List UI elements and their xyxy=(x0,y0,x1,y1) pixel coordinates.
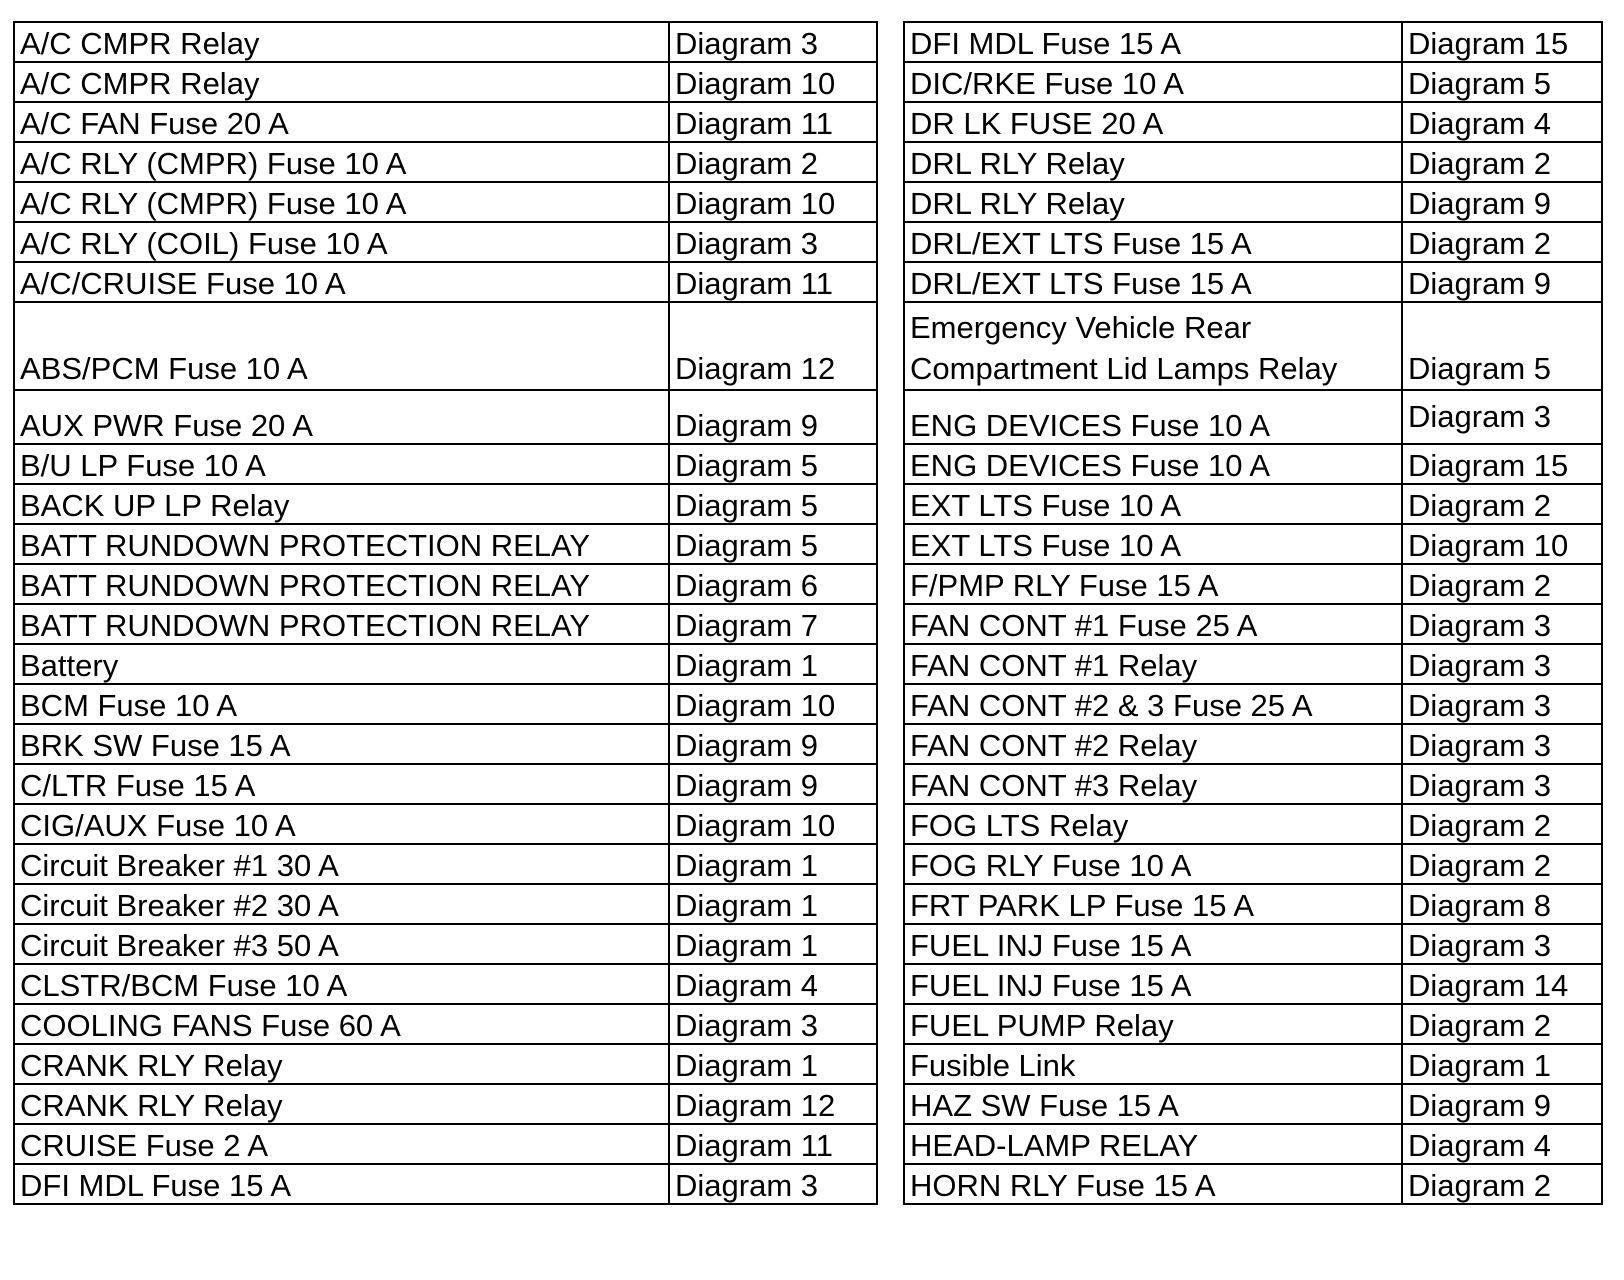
right-diagram-ref: Diagram 3 xyxy=(1402,724,1602,764)
right-diagram-ref: Diagram 15 xyxy=(1402,444,1602,484)
right-diagram-ref: Diagram 2 xyxy=(1402,484,1602,524)
right-component-name: Fusible Link xyxy=(904,1044,1402,1084)
left-component-name: BACK UP LP Relay xyxy=(14,484,669,524)
table-row xyxy=(14,142,1602,182)
left-component-name: A/C RLY (COIL) Fuse 10 A xyxy=(14,222,669,262)
left-component-name: B/U LP Fuse 10 A xyxy=(14,444,669,484)
table-row xyxy=(14,964,1602,1004)
right-component-name: DRL RLY Relay xyxy=(904,182,1402,222)
right-diagram-ref: Diagram 2 xyxy=(1402,844,1602,884)
right-diagram-ref: Diagram 1 xyxy=(1402,1044,1602,1084)
column-gap xyxy=(877,804,904,844)
column-gap xyxy=(877,102,904,142)
right-diagram-ref: Diagram 9 xyxy=(1402,262,1602,302)
column-gap xyxy=(877,1124,904,1164)
right-diagram-ref: Diagram 3 xyxy=(1402,390,1602,444)
right-diagram-ref: Diagram 2 xyxy=(1402,222,1602,262)
right-component-name: EXT LTS Fuse 10 A xyxy=(904,484,1402,524)
table-row xyxy=(14,102,1602,142)
left-component-name: Circuit Breaker #3 50 A xyxy=(14,924,669,964)
table-row xyxy=(14,844,1602,884)
right-component-name: ENG DEVICES Fuse 10 A xyxy=(904,444,1402,484)
right-diagram-ref: Diagram 9 xyxy=(1402,1084,1602,1124)
table-row xyxy=(14,22,1602,62)
left-diagram-ref: Diagram 4 xyxy=(669,964,877,1004)
table-row xyxy=(14,484,1602,524)
column-gap xyxy=(877,62,904,102)
column-gap xyxy=(877,484,904,524)
left-diagram-ref: Diagram 10 xyxy=(669,684,877,724)
left-diagram-ref: Diagram 5 xyxy=(669,524,877,564)
right-diagram-ref: Diagram 2 xyxy=(1402,1004,1602,1044)
table-row xyxy=(14,62,1602,102)
right-component-name: FUEL INJ Fuse 15 A xyxy=(904,924,1402,964)
table-row xyxy=(14,724,1602,764)
right-component-name xyxy=(904,302,1402,390)
left-diagram-ref: Diagram 10 xyxy=(669,804,877,844)
left-diagram-ref: Diagram 3 xyxy=(669,22,877,62)
left-diagram-ref: Diagram 9 xyxy=(669,724,877,764)
left-component-name: Circuit Breaker #1 30 A xyxy=(14,844,669,884)
table-row xyxy=(14,1164,1602,1204)
table-row xyxy=(14,1124,1602,1164)
left-component-name: A/C RLY (CMPR) Fuse 10 A xyxy=(14,182,669,222)
left-diagram-ref: Diagram 1 xyxy=(669,1044,877,1084)
right-component-name: DR LK FUSE 20 A xyxy=(904,102,1402,142)
left-diagram-ref: Diagram 5 xyxy=(669,444,877,484)
column-gap xyxy=(877,182,904,222)
column-gap xyxy=(877,302,904,390)
component-diagram-index-table xyxy=(13,21,1603,1205)
right-diagram-ref: Diagram 4 xyxy=(1402,1124,1602,1164)
right-component-name: FRT PARK LP Fuse 15 A xyxy=(904,884,1402,924)
right-component-name: ENG DEVICES Fuse 10 A xyxy=(904,390,1402,444)
left-diagram-ref: Diagram 7 xyxy=(669,604,877,644)
right-component-name: FAN CONT #2 & 3 Fuse 25 A xyxy=(904,684,1402,724)
column-gap xyxy=(877,444,904,484)
left-component-name: BATT RUNDOWN PROTECTION RELAY xyxy=(14,524,669,564)
table-row xyxy=(14,604,1602,644)
column-gap xyxy=(877,604,904,644)
left-component-name: A/C CMPR Relay xyxy=(14,22,669,62)
left-diagram-ref: Diagram 1 xyxy=(669,844,877,884)
right-diagram-ref: Diagram 2 xyxy=(1402,564,1602,604)
right-diagram-ref: Diagram 5 xyxy=(1402,62,1602,102)
left-diagram-ref: Diagram 11 xyxy=(669,102,877,142)
column-gap xyxy=(877,524,904,564)
table-row xyxy=(14,644,1602,684)
left-diagram-ref: Diagram 1 xyxy=(669,924,877,964)
left-component-name: CLSTR/BCM Fuse 10 A xyxy=(14,964,669,1004)
left-diagram-ref: Diagram 9 xyxy=(669,390,877,444)
table-row xyxy=(14,262,1602,302)
right-diagram-ref: Diagram 3 xyxy=(1402,604,1602,644)
table-row xyxy=(14,1044,1602,1084)
right-diagram-ref: Diagram 3 xyxy=(1402,644,1602,684)
left-component-name: CIG/AUX Fuse 10 A xyxy=(14,804,669,844)
column-gap xyxy=(877,1084,904,1124)
right-diagram-ref: Diagram 2 xyxy=(1402,804,1602,844)
left-component-name: BRK SW Fuse 15 A xyxy=(14,724,669,764)
left-diagram-ref: Diagram 9 xyxy=(669,764,877,804)
left-component-name: Circuit Breaker #2 30 A xyxy=(14,884,669,924)
left-component-name: Battery xyxy=(14,644,669,684)
left-diagram-ref: Diagram 12 xyxy=(669,1084,877,1124)
table-row xyxy=(14,1084,1602,1124)
left-component-name: CRUISE Fuse 2 A xyxy=(14,1124,669,1164)
left-component-name: A/C RLY (CMPR) Fuse 10 A xyxy=(14,142,669,182)
right-diagram-ref: Diagram 8 xyxy=(1402,884,1602,924)
right-diagram-ref: Diagram 9 xyxy=(1402,182,1602,222)
right-component-name: FOG RLY Fuse 10 A xyxy=(904,844,1402,884)
table-row xyxy=(14,302,1602,390)
left-component-name: A/C FAN Fuse 20 A xyxy=(14,102,669,142)
column-gap xyxy=(877,844,904,884)
right-component-name: DRL RLY Relay xyxy=(904,142,1402,182)
table-row xyxy=(14,684,1602,724)
table-row xyxy=(14,764,1602,804)
column-gap xyxy=(877,1004,904,1044)
column-gap xyxy=(877,564,904,604)
right-component-name: HEAD-LAMP RELAY xyxy=(904,1124,1402,1164)
right-component-name: DFI MDL Fuse 15 A xyxy=(904,22,1402,62)
column-gap xyxy=(877,644,904,684)
left-diagram-ref: Diagram 1 xyxy=(669,644,877,684)
table-body xyxy=(14,22,1602,1204)
left-component-name: BATT RUNDOWN PROTECTION RELAY xyxy=(14,564,669,604)
right-diagram-ref: Diagram 3 xyxy=(1402,764,1602,804)
left-component-name: ABS/PCM Fuse 10 A xyxy=(14,302,669,390)
table-row xyxy=(14,1004,1602,1044)
left-component-name: BCM Fuse 10 A xyxy=(14,684,669,724)
left-diagram-ref: Diagram 3 xyxy=(669,1004,877,1044)
left-diagram-ref: Diagram 3 xyxy=(669,1164,877,1204)
right-diagram-ref: Diagram 14 xyxy=(1402,964,1602,1004)
left-diagram-ref: Diagram 11 xyxy=(669,262,877,302)
left-diagram-ref: Diagram 11 xyxy=(669,1124,877,1164)
column-gap xyxy=(877,884,904,924)
table-row xyxy=(14,564,1602,604)
left-diagram-ref: Diagram 1 xyxy=(669,884,877,924)
right-component-name: FOG LTS Relay xyxy=(904,804,1402,844)
left-component-name: DFI MDL Fuse 15 A xyxy=(14,1164,669,1204)
left-component-name: A/C CMPR Relay xyxy=(14,62,669,102)
right-diagram-ref: Diagram 10 xyxy=(1402,524,1602,564)
right-component-name: DIC/RKE Fuse 10 A xyxy=(904,62,1402,102)
column-gap xyxy=(877,1164,904,1204)
right-component-name: DRL/EXT LTS Fuse 15 A xyxy=(904,262,1402,302)
right-diagram-ref: Diagram 4 xyxy=(1402,102,1602,142)
right-component-name: FUEL INJ Fuse 15 A xyxy=(904,964,1402,1004)
left-diagram-ref: Diagram 2 xyxy=(669,142,877,182)
right-component-name: FAN CONT #1 Fuse 25 A xyxy=(904,604,1402,644)
column-gap xyxy=(877,924,904,964)
table-row xyxy=(14,222,1602,262)
table-row xyxy=(14,390,1602,444)
left-diagram-ref: Diagram 10 xyxy=(669,182,877,222)
left-diagram-ref: Diagram 10 xyxy=(669,62,877,102)
right-component-name: HORN RLY Fuse 15 A xyxy=(904,1164,1402,1204)
column-gap xyxy=(877,684,904,724)
column-gap xyxy=(877,390,904,444)
left-component-name: AUX PWR Fuse 20 A xyxy=(14,390,669,444)
right-diagram-ref: Diagram 3 xyxy=(1402,924,1602,964)
right-diagram-ref: Diagram 15 xyxy=(1402,22,1602,62)
left-component-name: CRANK RLY Relay xyxy=(14,1084,669,1124)
table-row xyxy=(14,524,1602,564)
right-component-name: FAN CONT #1 Relay xyxy=(904,644,1402,684)
left-diagram-ref: Diagram 5 xyxy=(669,484,877,524)
left-component-name: BATT RUNDOWN PROTECTION RELAY xyxy=(14,604,669,644)
right-diagram-ref: Diagram 2 xyxy=(1402,142,1602,182)
table-row xyxy=(14,804,1602,844)
right-component-name: EXT LTS Fuse 10 A xyxy=(904,524,1402,564)
table-row xyxy=(14,444,1602,484)
column-gap xyxy=(877,724,904,764)
left-diagram-ref: Diagram 3 xyxy=(669,222,877,262)
column-gap xyxy=(877,22,904,62)
right-diagram-ref: Diagram 5 xyxy=(1402,302,1602,390)
right-diagram-ref: Diagram 3 xyxy=(1402,684,1602,724)
left-component-name: COOLING FANS Fuse 60 A xyxy=(14,1004,669,1044)
column-gap xyxy=(877,142,904,182)
column-gap xyxy=(877,222,904,262)
table-row xyxy=(14,884,1602,924)
column-gap xyxy=(877,1044,904,1084)
table-row xyxy=(14,182,1602,222)
right-component-name: FAN CONT #3 Relay xyxy=(904,764,1402,804)
right-component-name: FUEL PUMP Relay xyxy=(904,1004,1402,1044)
column-gap xyxy=(877,764,904,804)
left-component-name: A/C/CRUISE Fuse 10 A xyxy=(14,262,669,302)
left-component-name: CRANK RLY Relay xyxy=(14,1044,669,1084)
right-component-name-line: Compartment Lid Lamps Relay xyxy=(910,351,1338,386)
left-diagram-ref: Diagram 12 xyxy=(669,302,877,390)
table-row xyxy=(14,924,1602,964)
column-gap xyxy=(877,262,904,302)
right-component-name: HAZ SW Fuse 15 A xyxy=(904,1084,1402,1124)
right-diagram-ref: Diagram 2 xyxy=(1402,1164,1602,1204)
right-component-name: FAN CONT #2 Relay xyxy=(904,724,1402,764)
right-component-name-line: Emergency Vehicle Rear xyxy=(910,310,1252,345)
left-component-name: C/LTR Fuse 15 A xyxy=(14,764,669,804)
right-component-name: F/PMP RLY Fuse 15 A xyxy=(904,564,1402,604)
left-diagram-ref: Diagram 6 xyxy=(669,564,877,604)
right-component-name: DRL/EXT LTS Fuse 15 A xyxy=(904,222,1402,262)
column-gap xyxy=(877,964,904,1004)
